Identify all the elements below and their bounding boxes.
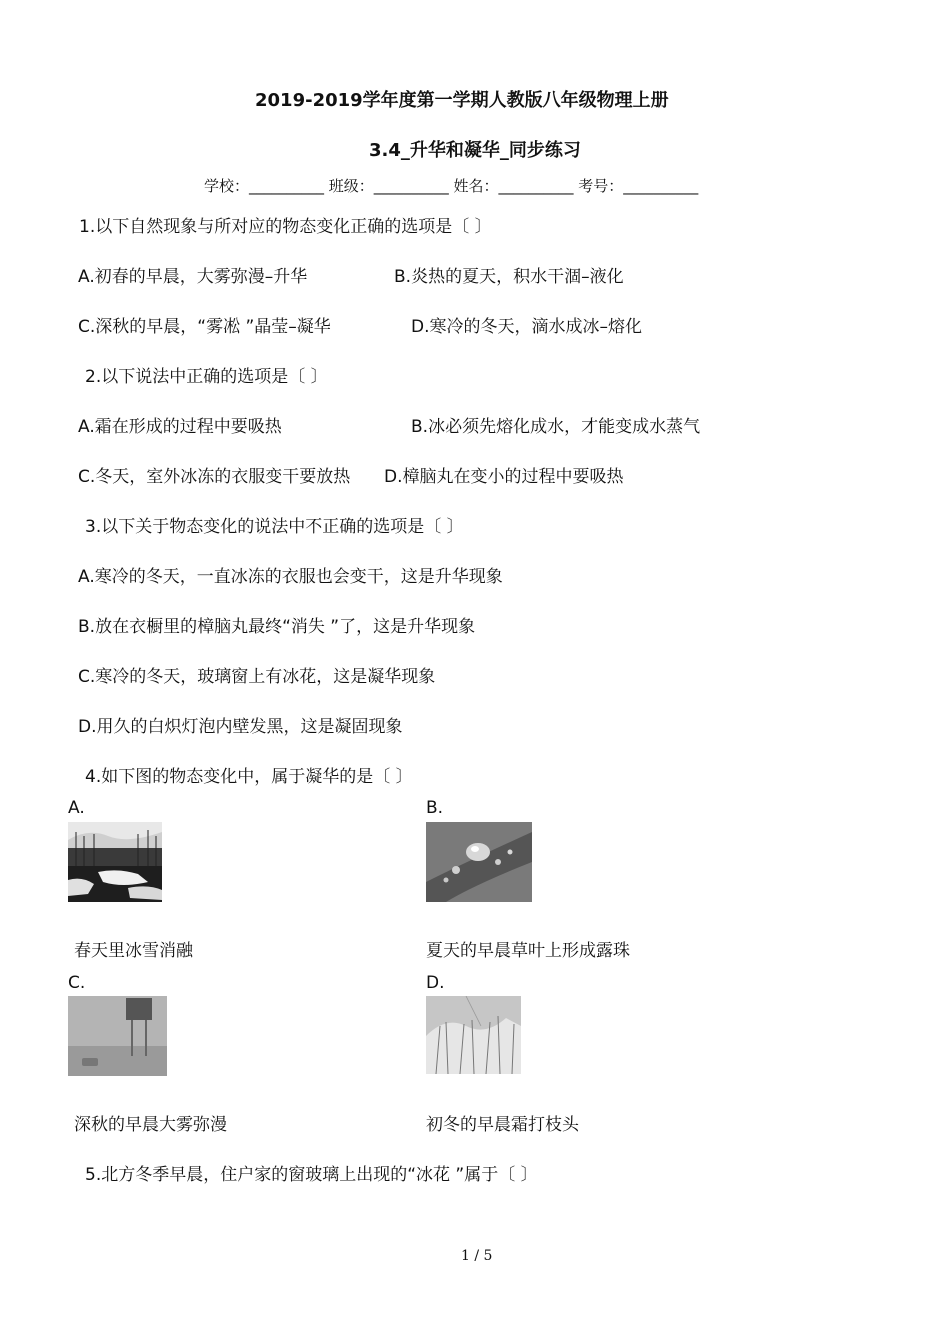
image-b-caption: 夏天的早晨草叶上形成露珠 [426, 941, 630, 961]
question-1-option-c: C.深秋的早晨，“雾凇 ”晶莹–凝华 [78, 317, 331, 337]
dew-drop-photo [426, 822, 532, 902]
question-4-stem: 4.如下图的物态变化中，属于凝华的是〔 〕 [85, 767, 413, 787]
question-2-option-b: B.冰必须先熔化成水，才能变成水蒸气 [411, 417, 701, 437]
page-number: 1 / 5 [461, 1248, 493, 1264]
melting-snow-photo [68, 822, 162, 902]
question-3-option-c: C.寒冷的冬天，玻璃窗上有冰花，这是凝华现象 [78, 667, 436, 687]
image-d-caption: 初冬的早晨霜打枝头 [426, 1115, 579, 1135]
question-1-option-a: A.初春的早晨，大雾弥漫–升华 [78, 267, 308, 287]
student-info-line: 学校：__________ 班级：__________ 姓名：__________ 考号：__________ [204, 177, 699, 195]
question-1-option-b: B.炎热的夏天，积水干涸–液化 [394, 267, 624, 287]
image-c-label: C. [68, 973, 86, 993]
question-3-option-d: D.用久的白炽灯泡内壁发黑，这是凝固现象 [78, 717, 403, 737]
question-1-stem: 1.以下自然现象与所对应的物态变化正确的选项是〔 〕 [79, 217, 492, 237]
image-c-caption: 深秋的早晨大雾弥漫 [74, 1115, 227, 1135]
question-2-stem: 2.以下说法中正确的选项是〔 〕 [85, 367, 328, 387]
question-2-option-a: A.霜在形成的过程中要吸热 [78, 417, 282, 437]
page-title: 2019-2019学年度第一学期人教版八年级物理上册 [255, 90, 669, 111]
question-3-option-a: A.寒冷的冬天，一直冰冻的衣服也会变干，这是升华现象 [78, 567, 503, 587]
question-2-option-d: D.樟脑丸在变小的过程中要吸热 [384, 467, 624, 487]
image-d-label: D. [426, 973, 445, 993]
question-3-stem: 3.以下关于物态变化的说法中不正确的选项是〔 〕 [85, 517, 464, 537]
frosted-branches-photo [426, 996, 521, 1074]
question-3-option-b: B.放在衣橱里的樟脑丸最终“消失 ”了，这是升华现象 [78, 617, 476, 637]
page-subtitle: 3.4_升华和凝华_同步练习 [369, 140, 581, 161]
question-5-stem: 5.北方冬季早晨，住户家的窗玻璃上出现的“冰花 ”属于〔 〕 [85, 1165, 538, 1185]
image-a-label: A. [68, 798, 85, 818]
image-b-label: B. [426, 798, 444, 818]
question-1-option-d: D.寒冷的冬天，滴水成冰–熔化 [411, 317, 642, 337]
foggy-road-photo [68, 996, 167, 1076]
question-2-option-c: C.冬天，室外冰冻的衣服变干要放热 [78, 467, 351, 487]
image-a-caption: 春天里冰雪消融 [74, 941, 193, 961]
